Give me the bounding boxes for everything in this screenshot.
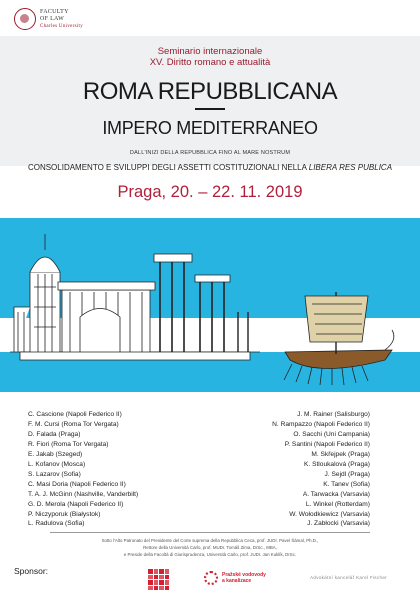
sponsor-label: Sponsor:	[14, 566, 49, 576]
subtitle-main-text: CONSOLIDAMENTO E SVILUPPI DEGLI ASSETTI COSTITUZIONALI NELLA	[27, 163, 309, 172]
prague-sponsor-logo	[148, 569, 170, 591]
seminar-line-2: XV. Diritto romano e attualità	[149, 57, 271, 68]
prague-logo-square	[148, 575, 153, 580]
participant-name: D. Falada (Praga)	[28, 430, 81, 438]
seminar-line-1: Seminario internazionale	[157, 46, 263, 57]
prague-logo-square	[154, 580, 159, 585]
pvk-line-1: Pražské vodovody	[222, 572, 266, 578]
prague-logo-square	[165, 586, 170, 591]
title-divider	[195, 108, 225, 110]
prague-logo-square	[154, 586, 159, 591]
patronage-line-2: Rettore della Università Carlo, prof. MUDr. Tomáš Zima, DrSc., MBA,	[143, 545, 277, 550]
prague-logo-square	[154, 575, 159, 580]
prague-logo-square	[165, 580, 170, 585]
university-seal-icon	[14, 8, 36, 30]
prague-logo-square	[165, 569, 170, 574]
roman-forum-ship-illustration	[0, 212, 420, 402]
participant-name: K. Stloukalová (Praga)	[304, 460, 370, 468]
participant-name: E. Jakab (Szeged)	[28, 450, 83, 458]
pvk-ring-icon	[204, 571, 218, 585]
participant-name: J. M. Rainer (Salisburgo)	[297, 411, 370, 418]
pvk-line-2: a kanalizace	[222, 578, 252, 584]
participant-name: L. Kofanov (Mosca)	[28, 460, 86, 468]
prague-logo-square	[159, 575, 164, 580]
participant-name: J. Sejdl (Praga)	[324, 470, 370, 478]
participant-name: R. Fiori (Roma Tor Vergata)	[28, 440, 109, 448]
participant-name: T. A. J. McGinn (Nashville, Vanderbilt)	[28, 490, 139, 498]
event-dates: Praga, 20. – 22. 11. 2019	[117, 183, 303, 201]
logo-line-3: Charles University	[40, 24, 84, 29]
prague-logo-square	[148, 569, 153, 574]
prague-logo-square	[165, 575, 170, 580]
participant-name: J. Zabłocki (Varsavia)	[307, 520, 370, 528]
patronage-text	[0, 537, 420, 558]
participant-name: G. D. Merola (Napoli Federico II)	[28, 500, 124, 508]
logo-text	[40, 9, 83, 30]
prague-logo-square	[159, 580, 164, 585]
participant-name: L. Radulova (Sofia)	[28, 520, 85, 528]
seminar-heading	[0, 46, 420, 68]
participant-name: K. Tanev (Sofia)	[323, 480, 370, 488]
participant-name: M. Skřejpek (Praga)	[311, 450, 370, 458]
faculty-logo	[14, 8, 124, 34]
participants-right-column	[272, 410, 370, 529]
prague-logo-square	[148, 580, 153, 585]
participants-left-column	[28, 410, 138, 529]
subtitle-small: DALL'INIZI DELLA REPUBBLICA FINO AL MARE NOSTRUM	[129, 150, 291, 156]
pvk-text	[222, 572, 266, 584]
logo-line-2: OF LAW	[40, 16, 65, 22]
participant-name: L. Winkel (Rotterdam)	[305, 500, 370, 508]
participant-name: W. Wołodkiewicz (Varsavia)	[289, 510, 370, 518]
subtitle-main	[0, 163, 420, 172]
participant-name: F. M. Cursi (Roma Tor Vergata)	[28, 420, 119, 428]
main-title: ROMA REPUBBLICANA	[82, 78, 338, 105]
participant-name: O. Sacchi (Uni Campania)	[293, 430, 370, 438]
patronage-line-1: Sotto l'Alto Patronato del Presidente del Corte suprema della Repubblica Ceca, prof. JUDr. Pavel Šámal, Ph.D.,	[101, 538, 319, 543]
logo-line-1: FACULTY	[40, 9, 69, 15]
prague-logo-square	[148, 586, 153, 591]
divider-line	[50, 532, 370, 533]
participant-name: N. Rampazzo (Napoli Federico II)	[272, 420, 370, 428]
participant-name: C. Masi Doria (Napoli Federico II)	[28, 480, 126, 488]
participant-name: A. Tarwacka (Varsavia)	[302, 490, 370, 498]
participant-name: C. Cascione (Napoli Federico II)	[28, 411, 122, 418]
pvk-sponsor-logo	[204, 571, 324, 591]
law-firm-sponsor-logo: Advokátní kancelář Karel Fischer	[310, 575, 388, 580]
prague-logo-square	[159, 569, 164, 574]
prague-logo-square	[159, 586, 164, 591]
second-title: IMPERO MEDITERRANEO	[102, 118, 318, 138]
patronage-line-3: e Preside della Facoltà di Giurisprudenza, Università Carlo, prof. JUDr. Jan Kuklík, DrSc.	[123, 552, 297, 557]
prague-logo-square	[154, 569, 159, 574]
subtitle-italic-text: LIBERA RES PUBLICA	[308, 163, 393, 172]
participant-name: P. Santini (Napoli Federico II)	[284, 440, 370, 448]
participant-name: S. Lazarov (Sofia)	[28, 470, 81, 478]
participant-name: P. Niczyporuk (Białystok)	[28, 510, 101, 518]
